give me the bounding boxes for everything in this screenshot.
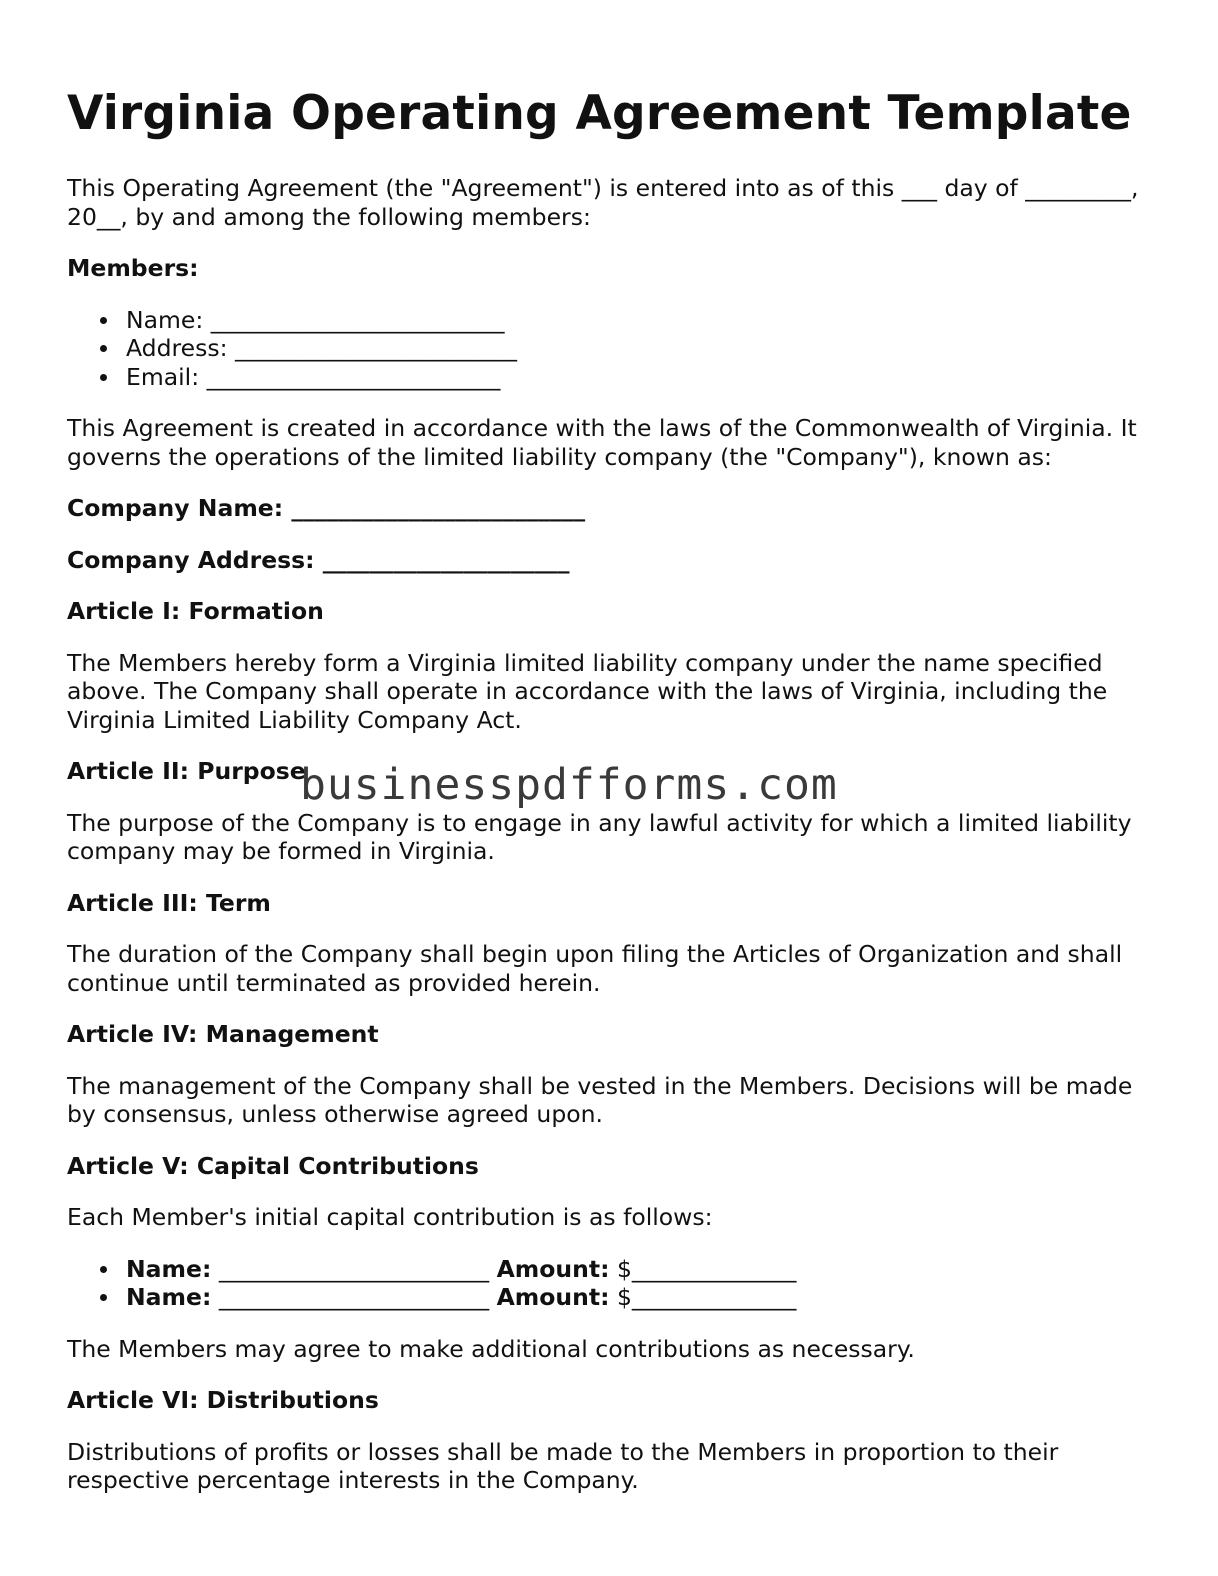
article-3-body: The duration of the Company shall begin upon filing the Articles of Organization and shall continue until terminated as provided herein.	[67, 940, 1123, 997]
company-name-field: Company Name: _________________________	[67, 494, 586, 522]
contribution-name-label: Name:	[126, 1254, 212, 1283]
article-1-body: The Members hereby form a Virginia limited liability company under the name specified above. The Company shall operate in accordance with the laws of Virginia, including the Virginia Limited Liability Company Act.	[67, 648, 1108, 734]
contribution-name-blank: _______________________	[218, 1283, 490, 1311]
member-address-field: Address: ________________________	[126, 334, 1157, 363]
article-6-heading: Article VI: Distributions	[67, 1386, 379, 1414]
contribution-amount-blank: $______________	[616, 1254, 797, 1283]
watermark: businesspdfforms.com	[300, 760, 838, 810]
document-body	[67, 174, 1157, 1518]
contribution-name-label: Name:	[126, 1283, 212, 1311]
contribution-row	[126, 1283, 1157, 1312]
article-5-body: Each Member's initial capital contribution is as follows:	[67, 1203, 713, 1231]
article-3-heading: Article III: Term	[67, 888, 271, 917]
contribution-row	[126, 1255, 1157, 1284]
article-5-after: The Members may agree to make additional contributions as necessary.	[67, 1334, 915, 1363]
company-address-field: Company Address: _____________________	[67, 545, 570, 574]
contributions-list	[67, 1255, 1157, 1312]
page-title: Virginia Operating Agreement Template	[67, 86, 1132, 141]
article-1-heading: Article I: Formation	[67, 597, 324, 625]
article-2-heading: Article II: Purpose	[67, 757, 306, 785]
member-email-field: Email: _________________________	[126, 363, 1157, 392]
members-heading: Members:	[67, 254, 199, 282]
article-6-body: Distributions of profits or losses shall be made to the Members in proportion to their respective percentage interests in the Company.	[67, 1437, 1059, 1494]
contribution-amount-label: Amount:	[496, 1283, 610, 1311]
article-4-heading: Article IV: Management	[67, 1020, 379, 1048]
contribution-name-blank: _______________________	[218, 1254, 490, 1283]
contribution-amount-label: Amount:	[496, 1254, 610, 1283]
article-5-heading: Article V: Capital Contributions	[67, 1151, 479, 1180]
intro-paragraph: This Operating Agreement (the "Agreement") is entered into as of this ___ day of _________, 20__, by and among the following members:	[67, 174, 1139, 231]
article-2-body: The purpose of the Company is to engage in any lawful activity for which a limited liability company may be formed in Virginia.	[67, 808, 1132, 865]
members-list	[67, 306, 1157, 392]
governs-paragraph: This Agreement is created in accordance with the laws of the Commonwealth of Virginia. It governs the operations of the limited liability company (the "Company"), known as:	[67, 414, 1137, 471]
contribution-amount-blank: $______________	[616, 1283, 797, 1311]
member-name-field: Name: _________________________	[126, 306, 1157, 335]
article-4-body: The management of the Company shall be vested in the Members. Decisions will be made by consensus, unless otherwise agreed upon.	[67, 1071, 1133, 1128]
